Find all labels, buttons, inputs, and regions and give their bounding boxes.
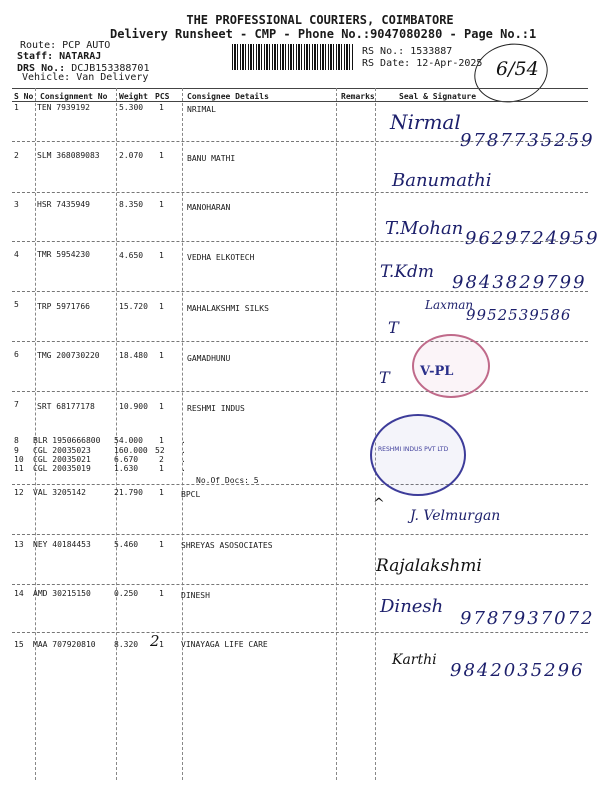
- row-15-phone: 9842035296: [450, 660, 585, 681]
- row-8-consignment: BLR 1950666800: [33, 436, 101, 445]
- row-12-mark: ^: [373, 496, 385, 512]
- drs-line: DRS No.: DCJB153388701: [17, 63, 150, 74]
- row-1-phone: 9787735259: [460, 130, 595, 151]
- row-5-weight: 15.720: [119, 302, 148, 311]
- staff-value: NATARAJ: [59, 51, 102, 62]
- row-8-consignee: .: [181, 436, 186, 445]
- col-header-sno: S No: [14, 92, 34, 101]
- row-14-weight: 0.250: [114, 589, 139, 598]
- route-line: Route: PCP AUTO: [20, 40, 111, 51]
- barcode: [232, 44, 354, 70]
- row-3-phone: 9629724959: [465, 228, 600, 249]
- row-15-weight: 8.320: [114, 640, 139, 649]
- row-3-consignment: HSR 7435949: [37, 200, 90, 209]
- row-5-signature: Laxman: [425, 298, 474, 312]
- row-15-consignee: VINAYAGA LIFE CARE: [181, 640, 268, 649]
- row-7-sno: 7: [14, 400, 19, 409]
- row-4-consignee: VEDHA ELKOTECH: [187, 253, 255, 262]
- row-15-pcs-mark: 2: [150, 632, 160, 650]
- row-5-pcs: 1: [159, 302, 164, 311]
- row-divider: [12, 534, 588, 535]
- drs-value: DCJB153388701: [71, 63, 150, 74]
- row-12-weight: 21.790: [114, 488, 143, 497]
- row-7-consignee: RESHMI INDUS: [187, 404, 245, 413]
- row-divider: [12, 341, 588, 342]
- rs-no-value: 1533887: [410, 46, 453, 57]
- table-header-rule: [12, 101, 588, 102]
- row-4-weight: 4.650: [119, 251, 144, 260]
- row-1-weight: 5.300: [119, 103, 144, 112]
- row-2-pcs: 1: [159, 151, 164, 160]
- col-header-pcs: PCS: [155, 92, 170, 101]
- row-2-consignee: BANU MATHI: [187, 154, 236, 163]
- row-3-sno: 3: [14, 200, 19, 209]
- row-14-phone: 9787937072: [460, 608, 595, 629]
- row-9-sno: 9: [14, 446, 19, 455]
- vehicle-value: Van Delivery: [76, 72, 149, 83]
- row-14-signature: Dinesh: [380, 596, 444, 617]
- col-header-remarks: Remarks: [341, 92, 375, 101]
- row-1-signature: Nirmal: [390, 110, 461, 134]
- row-8-pcs: 1: [159, 436, 164, 445]
- row-11-consignee: .: [181, 464, 186, 473]
- no-of-docs: No.Of Docs: 5: [196, 476, 259, 485]
- row-11-pcs: 1: [159, 464, 164, 473]
- row-13-pcs: 1: [159, 540, 164, 549]
- row-7-weight: 10.900: [119, 402, 148, 411]
- rs-no-line: RS No.: 1533887: [362, 46, 453, 57]
- row-4-sno: 4: [14, 250, 19, 259]
- staff-line: Staff: NATARAJ: [17, 51, 102, 62]
- row-1-consignment: TEN 7939192: [37, 103, 90, 112]
- row-5-phone: 9952539586: [466, 306, 572, 324]
- row-5-sno: 5: [14, 300, 19, 309]
- col-header-consignee: Consignee Details: [187, 92, 269, 101]
- row-6-signature: T: [379, 368, 390, 387]
- row-13-sno: 13: [14, 540, 24, 549]
- row-3-pcs: 1: [159, 200, 164, 209]
- row-divider: [12, 584, 588, 585]
- row-15-consignment: MAA 707920810: [33, 640, 96, 649]
- row-15-pcs: 1: [159, 640, 164, 649]
- row-7-pcs: 1: [159, 402, 164, 411]
- row-6-consignee: GAMADHUNU: [187, 354, 231, 363]
- row-8-sno: 8: [14, 436, 19, 445]
- row-2-sno: 2: [14, 151, 19, 160]
- row-10-pcs: 2: [159, 455, 164, 464]
- row-4-pcs: 1: [159, 251, 164, 260]
- row-1-consignee: NRIMAL: [187, 105, 216, 114]
- row-6-pcs: 1: [159, 351, 164, 360]
- row-5-mark: T: [388, 318, 399, 337]
- table-top-rule: [12, 88, 588, 89]
- row-12-sno: 12: [14, 488, 24, 497]
- row-3-weight: 8.350: [119, 200, 144, 209]
- row-4-phone: 9843829799: [452, 272, 587, 293]
- stamp-reshmi-text: RESHMI INDUS PVT LTD: [378, 446, 449, 453]
- company-name: THE PROFESSIONAL COURIERS, COIMBATORE: [186, 13, 454, 27]
- row-10-weight: 6.670: [114, 455, 139, 464]
- route-value: PCP AUTO: [62, 40, 111, 51]
- row-10-consignee: .: [181, 455, 186, 464]
- row-divider: [12, 632, 588, 633]
- row-14-consignment: AMD 30215150: [33, 589, 91, 598]
- row-14-sno: 14: [14, 589, 24, 598]
- row-12-consignment: VAL 3205142: [33, 488, 86, 497]
- row-10-sno: 10: [14, 455, 24, 464]
- col-header-consignment: Consignment No: [40, 92, 108, 101]
- stamp-vpl-text: V-PL: [420, 364, 454, 379]
- row-divider: [12, 391, 588, 392]
- row-11-weight: 1.630: [114, 464, 139, 473]
- rs-date-line: RS Date: 12-Apr-2025: [362, 58, 483, 69]
- row-9-weight: 160.000: [114, 446, 148, 455]
- row-15-sno: 15: [14, 640, 24, 649]
- row-14-pcs: 1: [159, 589, 164, 598]
- row-3-signature: T.Mohan: [385, 218, 464, 239]
- row-10-consignment: CGL 20035021: [33, 455, 91, 464]
- row-9-consignee: .: [181, 446, 186, 455]
- row-divider: [12, 484, 588, 485]
- row-13-signature: Rajalakshmi: [376, 556, 482, 576]
- row-4-consignment: TMR 5954230: [37, 250, 90, 259]
- row-1-pcs: 1: [159, 103, 164, 112]
- row-13-consignment: NEY 40184453: [33, 540, 91, 549]
- row-2-consignment: SLM 368089083: [37, 151, 100, 160]
- row-12-signature: J. Velmurgan: [410, 508, 501, 524]
- row-12-consignee: BPCL: [181, 490, 201, 499]
- row-13-consignee: SHREYAS ASOSOCIATES: [181, 541, 273, 550]
- row-15-signature: Karthi: [392, 652, 437, 668]
- row-9-consignment: CGL 20035023: [33, 446, 91, 455]
- row-11-sno: 11: [14, 464, 24, 473]
- col-header-signature: Seal & Signature: [399, 92, 477, 101]
- row-11-consignment: CGL 20035019: [33, 464, 91, 473]
- runsheet-subtitle: Delivery Runsheet - CMP - Phone No.:9047080280 - Page No.:1: [110, 27, 537, 41]
- row-5-consignment: TRP 5971766: [37, 302, 90, 311]
- row-4-signature: T.Kdm: [380, 262, 434, 282]
- row-13-weight: 5.460: [114, 540, 139, 549]
- row-5-consignee: MAHALAKSHMI SILKS: [187, 304, 269, 313]
- row-2-weight: 2.070: [119, 151, 144, 160]
- vehicle-line: Vehicle: Van Delivery: [22, 72, 149, 83]
- row-1-sno: 1: [14, 103, 19, 112]
- stamp-reshmi: [370, 414, 466, 496]
- row-8-weight: 54.000: [114, 436, 143, 445]
- rs-date-value: 12-Apr-2025: [416, 58, 483, 69]
- row-3-consignee: MANOHARAN: [187, 203, 231, 212]
- col-header-weight: Weight: [119, 92, 148, 101]
- circled-note: 6/54: [496, 58, 539, 80]
- row-divider: [12, 192, 588, 193]
- row-12-pcs: 1: [159, 488, 164, 497]
- row-6-sno: 6: [14, 350, 19, 359]
- row-6-weight: 18.480: [119, 351, 148, 360]
- row-9-pcs: 52: [155, 446, 165, 455]
- row-14-consignee: DINESH: [181, 591, 210, 600]
- row-2-signature: Banumathi: [392, 170, 492, 191]
- row-6-consignment: TMG 200730220: [37, 351, 100, 360]
- row-7-consignment: SRT 68177178: [37, 402, 95, 411]
